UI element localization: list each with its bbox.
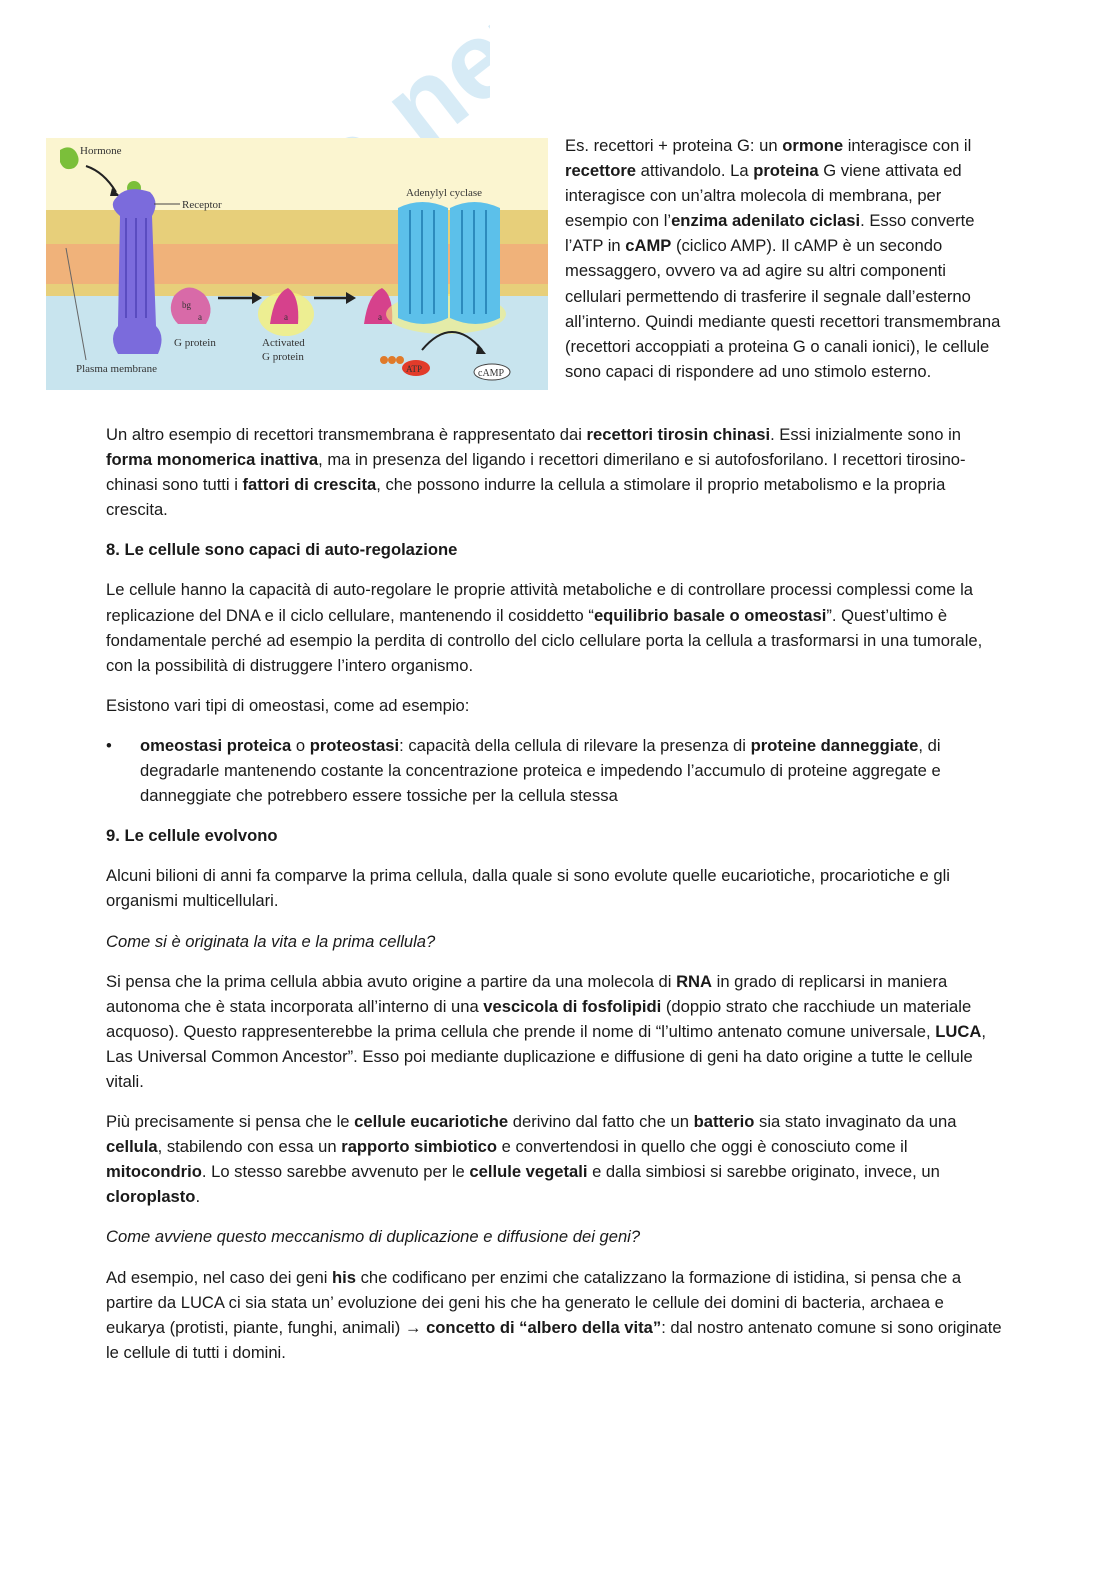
bullet-icon: • (106, 735, 112, 755)
question-origin: Come si è originata la vita e la prima cellula? (106, 931, 436, 951)
label-activated-2: G protein (262, 351, 304, 363)
label-a1: a (198, 312, 202, 322)
arrow-right-icon: → (404, 1317, 422, 1337)
label-plasma-membrane: Plasma membrane (76, 363, 157, 375)
main-content (106, 422, 1006, 1380)
list-item: • omeostasi proteica o proteostasi: capacità della cellula di rilevare la presenza di proteine danneggiate, di degradarle mantenendo costante la concentrazione proteica e impedendo l’accumulo di proteine aggregate e danneggiate che potrebbero essere tossiche per la cellula stessa (106, 733, 1006, 808)
label-adenylyl-cyclase: Adenylyl cyclase (406, 187, 483, 199)
label-hormone: Hormone (80, 145, 122, 157)
question-gene-duplication: Come avviene questo meccanismo di duplicazione e diffusione dei geni? (106, 1227, 641, 1247)
paragraph-first-cell: Alcuni bilioni di anni fa comparve la prima cellula, dalla quale si sono evolute quelle eucariotiche, procariotiche e gli organismi multicellulari. (106, 866, 950, 911)
label-a2: a (284, 312, 288, 322)
label-a3: a (378, 312, 382, 322)
label-receptor: Receptor (182, 199, 222, 211)
paragraph-tyrosine-kinase: Un altro esempio di recettori transmembrana è rappresentato dai recettori tirosin chinasi. Essi inizialmente sono in forma monomerica inattiva, ma in presenza del ligando i recettori dimerilano e si autofosforilano. I recettori tirosino-chinasi sono tutti i fattori di crescita, che possono indurre la cellula a stimolare il proprio metabolismo e la propria crescita. (106, 425, 966, 520)
g-protein-receptor-figure (46, 138, 548, 390)
paragraph-self-regulation: Le cellule hanno la capacità di auto-regolare le proprie attività metaboliche e di controllare processi complessi come la replicazione del DNA e il ciclo cellulare, mantenendo il cosiddetto “equilibrio basale o omeostasi”. Quest’ultimo è fondamentale perché ad esempio la perdita di controllo del ciclo cellulare porta la cellula a trasformarsi in una tumorale, con la possibilità di distruggere l’intero organismo. (106, 580, 983, 675)
intro-paragraph: Es. recettori + proteina G: un ormone interagisce con il recettore attivandolo. La proteina G viene attivata ed interagisce con un’altra molecola di membrana, per esempio con l’enzima adenilato ciclasi. Esso converte l’ATP in cAMP (ciclico AMP). Il cAMP è un secondo messaggero, ovvero va ad agire su altri componenti cellulari permettendo di trasferire il segnale dall’esterno all’interno. Quindi mediante questi recettori transmembrana (recettori accoppiati a proteina G o canali ionici), le cellule sono capaci di rispondere ad uno stimolo esterno. (565, 136, 1001, 381)
paragraph-homeostasis-types: Esistono vari tipi di omeostasi, come ad esempio: (106, 695, 470, 715)
heading-section-9: 9. Le cellule evolvono (106, 826, 278, 846)
paragraph-endosymbiosis: Più precisamente si pensa che le cellule eucariotiche derivino dal fatto che un batterio sia stato invaginato da una cellula, stabilendo con essa un rapporto simbiotico e convertendosi in quello che oggi è conosciuto come il mitocondrio. Lo stesso sarebbe avvenuto per le cellule vegetali e dalla simbiosi si sarebbe originato, invece, un cloroplasto. (106, 1112, 957, 1207)
label-atp: ATP (406, 364, 423, 374)
label-bg: bg (182, 300, 191, 310)
paragraph-his-genes: Ad esempio, nel caso dei geni his che codificano per enzimi che catalizzano la formazione di istidina, si pensa che a partire da LUCA ci sia stata un’ evoluzione dei geni his che ha generato le cellule dei domini di bacteria, archaea e eukarya (protisti, piante, funghi, animali) → concetto di “albero della vita”: dal nostro antenato comune si sono originate le cellule di tutti i domini. (106, 1267, 1002, 1362)
label-camp: cAMP (478, 368, 505, 379)
homeostasis-list (106, 733, 1006, 808)
label-g-protein: G protein (174, 337, 216, 349)
paragraph-luca: Si pensa che la prima cellula abbia avuto origine a partire da una molecola di RNA in grado di replicarsi in maniera autonoma che è stata incorporata all’interno di una vescicola di fosfolipidi (doppio strato che racchiude un materiale acquoso). Questo rappresenterebbe la prima cellula che prende il nome di “l’ultimo antenato comune universale, LUCA, Las Universal Common Ancestor”. Esso poi mediante duplicazione e diffusione di geni ha dato origine a tutte le cellule vitali. (106, 971, 986, 1091)
label-activated-1: Activated (262, 337, 305, 349)
heading-section-8: 8. Le cellule sono capaci di auto-regolazione (106, 540, 458, 560)
